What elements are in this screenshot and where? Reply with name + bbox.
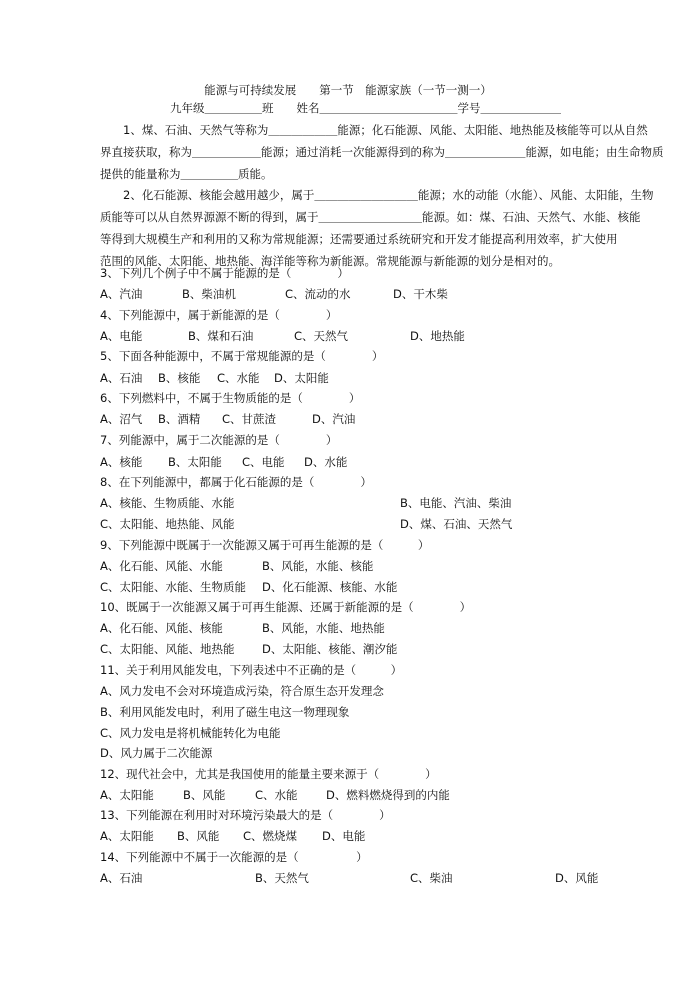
- question-8: 8、在下列能源中，都属于化石能源的是（ ）: [100, 475, 372, 489]
- question-3: 3、下列几个例子中不属于能源的是（ ）: [100, 266, 349, 280]
- option-a: A、化石能、风能、水能: [100, 559, 223, 573]
- option-b: B、柴油机: [182, 287, 236, 301]
- question-2-line: 等得到大规模生产和利用的又称为常规能源；还需要通过系统研究和开发才能提高利用效率，扩大使用: [100, 232, 618, 246]
- option-a: A、风力发电不会对环境造成污染，符合原生态开发理念: [100, 684, 384, 698]
- option-b: B、核能: [158, 371, 201, 385]
- question-7: 7、列能源中，属于二次能源的是（ ）: [100, 433, 338, 447]
- option-a: A、石油: [100, 371, 143, 385]
- option-d: D、地热能: [410, 329, 465, 343]
- question-13: 13、下列能源在利用时对环境污染最大的是（ ）: [100, 808, 391, 822]
- question-1-line: 提供的能量称为＿＿＿＿＿质能。: [100, 167, 273, 181]
- question-11: 11、关于利用风能发电，下列表述中不正确的是（ ）: [100, 663, 403, 677]
- question-10: 10、既属于一次能源又属于可再生能源、还属于新能源的是（ ）: [100, 600, 472, 614]
- option-c: C、燃烧煤: [243, 829, 298, 843]
- question-1-line: 1、煤、石油、天然气等称为＿＿＿＿＿＿能源；化石能源、风能、太阳能、地热能及核能等可以从自然: [100, 123, 648, 137]
- option-a: A、核能: [100, 455, 143, 469]
- option-d: D、太阳能、核能、潮汐能: [262, 642, 398, 656]
- question-1: [100, 119, 664, 185]
- option-c: C、电能: [242, 455, 285, 469]
- option-c: C、太阳能、地热能、风能: [100, 517, 235, 531]
- option-c: C、柴油: [410, 871, 453, 885]
- question-2: [100, 184, 652, 272]
- option-d: D、水能: [304, 455, 348, 469]
- option-a: A、沼气: [100, 412, 143, 426]
- option-b: B、煤和石油: [188, 329, 254, 343]
- option-c: C、水能: [255, 788, 298, 802]
- option-a: A、太阳能: [100, 788, 154, 802]
- option-b: B、利用风能发电时，利用了磁生电这一物理现象: [100, 705, 350, 719]
- option-d: D、煤、石油、天然气: [400, 517, 513, 531]
- option-d: D、风力属于二次能源: [100, 746, 213, 760]
- option-d: D、风能: [555, 871, 599, 885]
- option-b: B、风能: [183, 788, 226, 802]
- question-2-line: 范围的风能、太阳能、地热能、海洋能等称为新能源。常规能源与新能源的划分是相对的。: [100, 254, 560, 268]
- option-c: C、天然气: [294, 329, 349, 343]
- option-d: D、干木柴: [393, 287, 448, 301]
- worksheet-title: 能源与可持续发展 第一节 能源家族（一节一测一）: [204, 83, 492, 97]
- option-b: B、电能、汽油、柴油: [400, 496, 512, 510]
- question-4: 4、下列能源中，属于新能源的是（ ）: [100, 308, 338, 322]
- option-d: D、燃料燃烧得到的内能: [326, 788, 450, 802]
- question-9: 9、下列能源中既属于一次能源又属于可再生能源的是（ ）: [100, 538, 430, 552]
- option-a: A、太阳能: [100, 829, 154, 843]
- question-6: 6、下列燃料中，不属于生物质能的是（ ）: [100, 391, 361, 405]
- option-d: D、化石能源、核能、水能: [262, 580, 398, 594]
- question-2-line: 2、化石能源、核能会越用越少，属于＿＿＿＿＿＿＿＿＿能源；水的动能（水能）、风能、太阳能，生物: [100, 188, 654, 202]
- option-c: C、流动的水: [285, 287, 351, 301]
- option-d: D、电能: [322, 829, 366, 843]
- option-a: A、核能、生物质能、水能: [100, 496, 235, 510]
- option-b: B、风能，水能、核能: [262, 559, 374, 573]
- option-c: C、风力发电是将机械能转化为电能: [100, 726, 281, 740]
- option-b: B、天然气: [255, 871, 309, 885]
- option-b: B、风能，水能、地热能: [262, 621, 385, 635]
- option-b: B、太阳能: [168, 455, 222, 469]
- student-info-line: 九年级＿＿＿＿＿班 姓名＿＿＿＿＿＿＿＿＿＿＿＿学号＿＿＿＿＿＿＿: [170, 101, 561, 115]
- option-a: A、汽油: [100, 287, 143, 301]
- option-d: D、汽油: [312, 412, 356, 426]
- question-1-line: 界直接获取，称为＿＿＿＿＿＿能源；通过消耗一次能源得到的称为＿＿＿＿＿＿＿能源，如电能；由生命物质: [100, 145, 664, 159]
- option-d: D、太阳能: [274, 371, 329, 385]
- question-2-line: 质能等可以从自然界源源不断的得到，属于＿＿＿＿＿＿＿＿＿能源。如：煤、石油、天然气、水能、核能: [100, 210, 641, 224]
- option-c: C、太阳能、水能、生物质能: [100, 580, 247, 594]
- question-5: 5、下面各种能源中，不属于常规能源的是（ ）: [100, 349, 384, 363]
- option-c: C、甘蔗渣: [222, 412, 277, 426]
- option-a: A、化石能、风能、核能: [100, 621, 223, 635]
- option-a: A、电能: [100, 329, 143, 343]
- option-c: C、水能: [217, 371, 260, 385]
- option-c: C、太阳能、风能、地热能: [100, 642, 235, 656]
- question-12: 12、现代社会中，尤其是我国使用的能量主要来源于（ ）: [100, 767, 437, 781]
- option-a: A、石油: [100, 871, 143, 885]
- option-b: B、酒精: [158, 412, 201, 426]
- option-b: B、风能: [177, 829, 220, 843]
- question-14: 14、下列能源中不属于一次能源的是（ ）: [100, 850, 368, 864]
